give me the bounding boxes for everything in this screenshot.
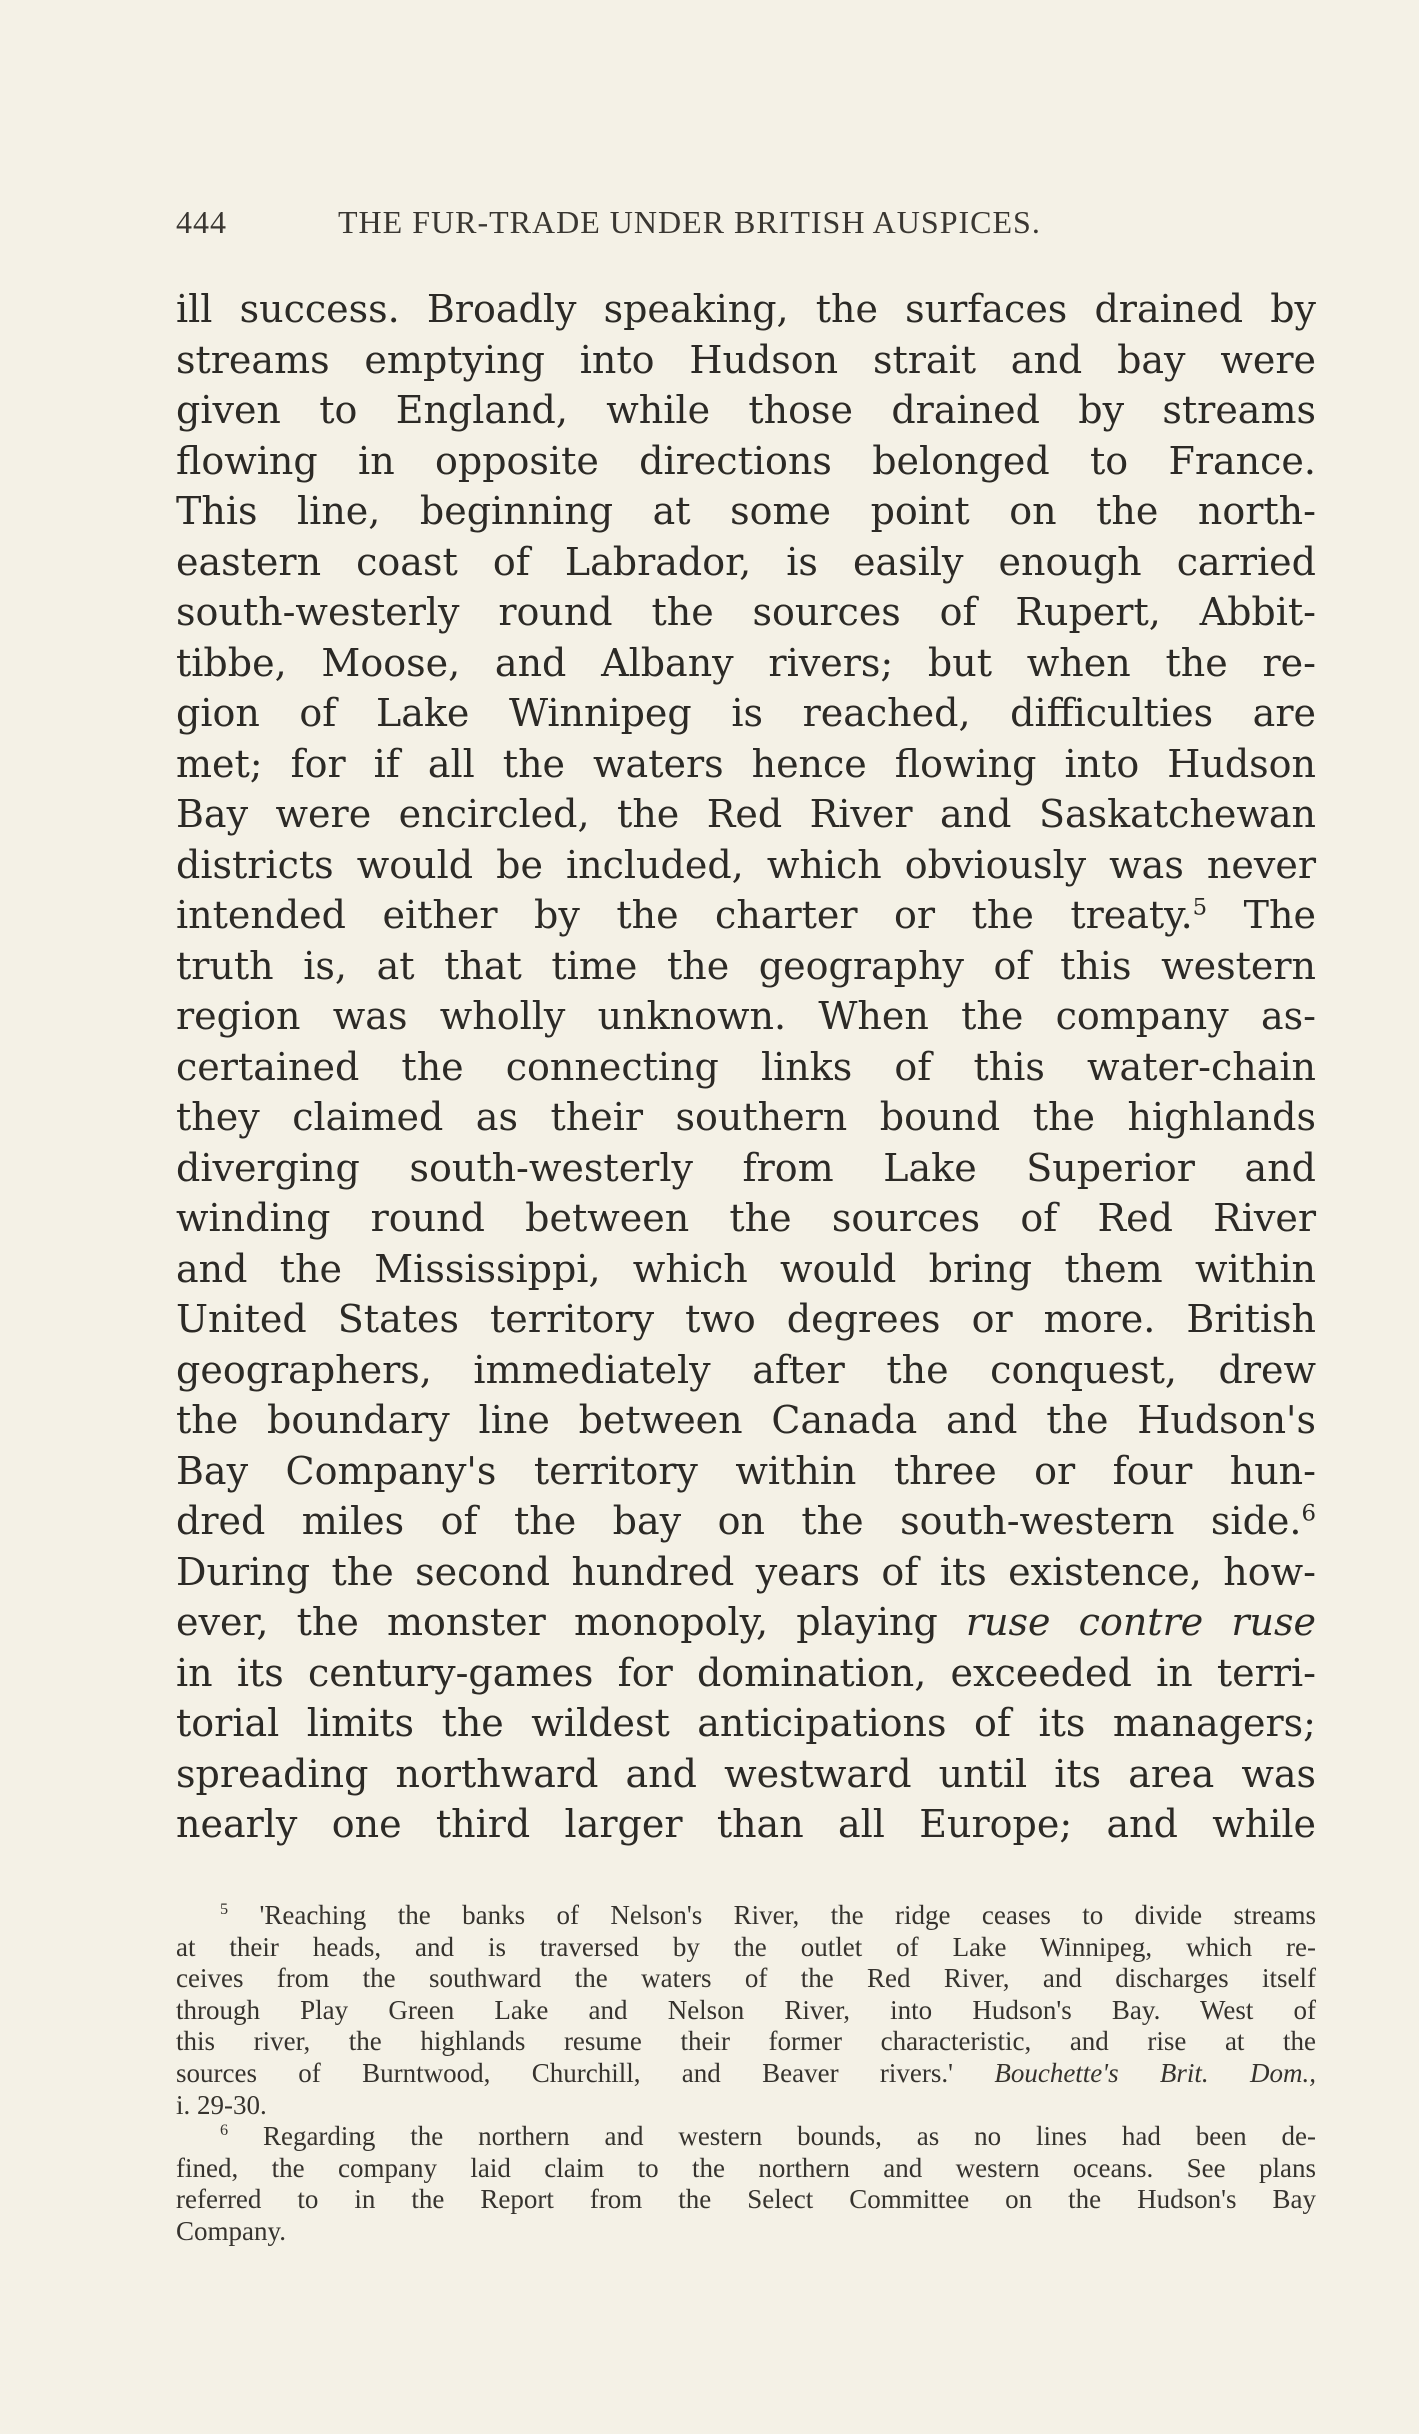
text-segment: nearly one third larger than all Europe; and while (176, 1802, 1316, 1846)
text-segment: Bay were encircled, the Red River and Saskatchewan (176, 792, 1316, 836)
running-title: THE FUR-TRADE UNDER BRITISH AUSPICES. (338, 204, 1041, 240)
footnote-text: Regarding the northern and western bounds, as no lines had been de- (228, 2121, 1316, 2152)
text-segment: truth is, at that time the geography of this western (176, 943, 1316, 988)
text-line (176, 789, 1316, 840)
text-line (176, 537, 1316, 588)
footnote-text: at their heads, and is traversed by the outlet of Lake Winnipeg, which re- (176, 1931, 1316, 1962)
text-line (176, 1446, 1316, 1497)
footnote-text: sources of Burntwood, Churchill, and Beaver rivers.' (176, 2057, 995, 2088)
text-line (176, 1294, 1316, 1345)
text-line (176, 1749, 1316, 1800)
text-line (176, 1648, 1316, 1699)
text-line (176, 1345, 1316, 1396)
text-segment: dred miles of the bay on the south-western side. (176, 1499, 1302, 1543)
footnote-text: ceives from the southward the waters of the Red River, and discharges itself (176, 1963, 1316, 1994)
text-line (176, 335, 1316, 386)
text-segment: eastern coast of Labrador, is easily enough carried (176, 539, 1316, 584)
footnote-line (176, 2216, 1316, 2248)
text-segment: winding round between the sources of Red River (176, 1196, 1316, 1240)
text-segment: in its century-games for domination, exceeded in terri- (176, 1650, 1316, 1695)
text-line (176, 941, 1316, 992)
footnotes (176, 1900, 1316, 2248)
text-line (176, 1698, 1316, 1749)
footnote-text: this river, the highlands resume their former characteristic, and rise at the (176, 2026, 1316, 2057)
text-segment: given to England, while those drained by streams (176, 388, 1316, 432)
text-line (176, 638, 1316, 689)
footnote-marker: 6 (220, 2121, 229, 2140)
italic-citation: Bouchette's Brit. Dom., (994, 2057, 1316, 2088)
text-segment: certained the connecting links of this water-chain (176, 1044, 1316, 1089)
footnote-line (176, 2121, 1316, 2153)
footnote-ref: 6 (1301, 1500, 1316, 1527)
text-segment: This line, beginning at some point on the north- (176, 489, 1316, 533)
text-line (176, 1496, 1316, 1547)
text-segment: United States territory two degrees or more. British (176, 1297, 1316, 1341)
text-segment: the boundary line between Canada and the Hudson's (176, 1398, 1316, 1442)
footnote-text: fined, the company laid claim to the northern and western oceans. See plans (176, 2152, 1316, 2183)
footnote-marker: 5 (220, 1900, 229, 1918)
text-line (176, 1143, 1316, 1194)
italic-text: ruse contre ruse (965, 1600, 1316, 1644)
text-segment: tibbe, Moose, and Albany rivers; but when the re- (176, 640, 1316, 685)
text-line (176, 1799, 1316, 1850)
text-line (176, 688, 1316, 739)
footnote (176, 1900, 1316, 2121)
footnote-line (176, 1932, 1316, 1964)
text-line (176, 991, 1316, 1042)
text-segment: Bay Company's territory within three or four hun- (176, 1448, 1316, 1493)
text-line (176, 1042, 1316, 1093)
text-segment: flowing in opposite directions belonged to France. (176, 438, 1316, 483)
footnote-text: referred to in the Report from the Select Committee on the Hudson's Bay (176, 2184, 1316, 2215)
text-line (176, 890, 1316, 941)
text-segment: intended either by the charter or the treaty. (176, 893, 1193, 937)
main-text (176, 284, 1316, 1850)
text-segment: The (1207, 893, 1316, 937)
text-segment: geographers, immediately after the conquest, drew (176, 1347, 1316, 1392)
footnote-line (176, 2058, 1316, 2090)
text-line (176, 385, 1316, 436)
text-line (176, 840, 1316, 891)
text-segment: During the second hundred years of its existence, how- (176, 1549, 1316, 1594)
footnote-line (176, 2026, 1316, 2058)
footnote-line (176, 2090, 1316, 2122)
text-segment: gion of Lake Winnipeg is reached, difficulties are (176, 691, 1316, 735)
footnote (176, 2121, 1316, 2247)
text-segment: region was wholly unknown. When the company as- (176, 994, 1316, 1038)
text-line (176, 1092, 1316, 1143)
footnote-text: i. 29-30. (176, 2089, 267, 2120)
text-segment: they claimed as their southern bound the highlands (176, 1095, 1316, 1139)
footnote-text: 'Reaching the banks of Nelson's River, the ridge ceases to divide streams (228, 1900, 1316, 1930)
text-line (176, 436, 1316, 487)
text-line (176, 284, 1316, 335)
text-line (176, 1597, 1316, 1648)
text-segment: ill success. Broadly speaking, the surfaces drained by (176, 287, 1316, 331)
text-segment: streams emptying into Hudson strait and bay were (176, 337, 1316, 382)
footnote-line (176, 1995, 1316, 2027)
footnote-ref: 5 (1192, 894, 1208, 921)
text-line (176, 1547, 1316, 1598)
footnote-text: through Play Green Lake and Nelson River, into Hudson's Bay. West of (176, 1994, 1316, 2025)
text-segment: and the Mississippi, which would bring them within (176, 1246, 1316, 1291)
text-segment: spreading northward and westward until its area was (176, 1751, 1316, 1796)
text-line (176, 587, 1316, 638)
text-segment: met; for if all the waters hence flowing into Hudson (176, 741, 1316, 786)
page-number: 444 (176, 204, 227, 240)
text-segment: districts would be included, which obviously was never (176, 842, 1316, 887)
footnote-line (176, 1963, 1316, 1995)
text-line (176, 486, 1316, 537)
footnote-line (176, 1900, 1316, 1932)
text-line (176, 1395, 1316, 1446)
text-line (176, 1193, 1316, 1244)
text-segment: torial limits the wildest anticipations of its managers; (176, 1701, 1316, 1745)
footnote-line (176, 2184, 1316, 2216)
footnote-line (176, 2153, 1316, 2185)
text-segment: diverging south-westerly from Lake Superior and (176, 1145, 1316, 1190)
text-segment: south-westerly round the sources of Rupert, Abbit- (176, 590, 1316, 634)
footnote-text: Company. (176, 2215, 286, 2246)
text-line (176, 1244, 1316, 1295)
text-line (176, 739, 1316, 790)
text-segment: ever, the monster monopoly, playing (176, 1600, 966, 1644)
